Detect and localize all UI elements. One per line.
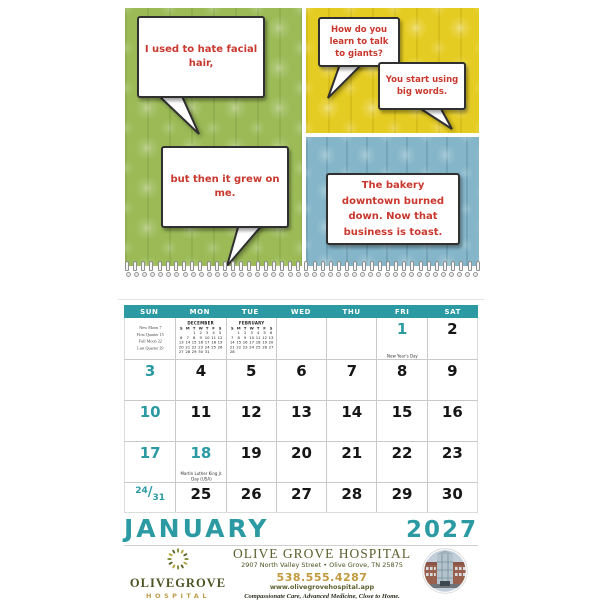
- green-joke-panel: [125, 8, 302, 266]
- day-number: 28: [341, 485, 363, 503]
- mini-day: 3: [250, 330, 253, 336]
- spiral-loop: [182, 261, 186, 271]
- moon-phase-line: Last Quarter 29: [136, 345, 164, 351]
- spiral-bead: [449, 272, 454, 277]
- spiral-loop: [166, 261, 170, 271]
- joke-text: How do you learn to talk to giants?: [329, 24, 389, 60]
- spiral-loop: [402, 261, 406, 271]
- spiral-loop: [215, 261, 219, 271]
- spiral-bead: [158, 272, 163, 277]
- mini-dow-label: W: [198, 326, 203, 331]
- mini-calendar-title: DECEMBER: [187, 321, 215, 326]
- calendar-day-cell: [427, 401, 477, 441]
- day-number: 16: [441, 403, 463, 421]
- spiral-bead: [385, 272, 390, 277]
- calendar-day-cell: [427, 318, 477, 359]
- mini-day: 24: [205, 344, 210, 350]
- mini-day: 6: [180, 335, 183, 340]
- mini-day: 20: [179, 344, 184, 350]
- spiral-binding: [125, 261, 480, 277]
- mini-day: 23: [198, 344, 204, 350]
- spiral-loop: [256, 261, 260, 271]
- mini-day: [235, 349, 241, 354]
- calendar-day-cell: [175, 360, 225, 400]
- spiral-loop: [337, 261, 341, 271]
- spiral-bead: [142, 272, 147, 277]
- mini-day: 4: [256, 330, 259, 336]
- mini-day: 26: [217, 344, 223, 350]
- mini-day: 26: [261, 344, 267, 350]
- mini-day: 16: [242, 340, 248, 345]
- calendar-day-cell: [427, 360, 477, 400]
- spiral-bead: [401, 272, 406, 277]
- holiday-note: Martin Luther King Jr. Day (USA): [179, 471, 222, 482]
- mini-dow-label: F: [262, 326, 266, 331]
- day-number: 10: [139, 403, 161, 421]
- moon-phase-line: First Quarter 15: [136, 332, 164, 338]
- logo-name: OLIVEGROVE: [129, 575, 227, 590]
- mini-day: 31: [205, 349, 210, 354]
- mini-day: 30: [198, 349, 204, 354]
- mini-dow-label: T: [206, 326, 209, 331]
- mini-dow-label: T: [193, 326, 196, 331]
- spiral-bead: [417, 272, 422, 277]
- day-number: 18: [190, 444, 212, 462]
- spiral-bead: [239, 272, 244, 277]
- moon-phases: [125, 318, 175, 359]
- year-label: 2027: [405, 517, 478, 543]
- mini-day: 25: [211, 344, 217, 350]
- mini-day: [254, 349, 260, 354]
- spiral-bead: [207, 272, 212, 277]
- mini-calendar-title: FEBRUARY: [238, 321, 264, 326]
- calendar-day-cell: [376, 318, 426, 359]
- speech-bubble-tail: [155, 94, 203, 138]
- mini-day: 24: [248, 344, 254, 350]
- mini-day: 3: [206, 330, 209, 336]
- mini-day: 27: [179, 349, 184, 354]
- calendar-day-cell: [427, 442, 477, 482]
- mini-day: 13: [179, 340, 184, 345]
- mini-day: [248, 349, 254, 354]
- spiral-loop: [141, 261, 145, 271]
- mini-dow-label: M: [186, 326, 190, 331]
- day-number: 14: [341, 403, 363, 421]
- speech-bubble: [137, 16, 265, 98]
- spiral-bead: [320, 272, 325, 277]
- spiral-bead-row: [125, 272, 480, 277]
- mini-day: 22: [235, 344, 241, 350]
- spiral-bead: [247, 272, 252, 277]
- day-number: 7: [346, 362, 357, 380]
- calendar-day-cell: [376, 360, 426, 400]
- advertiser-address: 2907 North Valley Street • Olive Grove, TN 25875: [241, 560, 403, 569]
- calendar-week-row: [124, 318, 478, 359]
- day-number: 17: [139, 444, 161, 462]
- mini-day: 15: [192, 340, 197, 345]
- calendar-day-cell: [175, 483, 225, 512]
- weekday-label: SAT: [444, 307, 461, 316]
- calendar-day-cell: [125, 318, 175, 359]
- day-number: 22: [391, 444, 413, 462]
- weekday-label: SUN: [140, 307, 159, 316]
- spiral-bead: [174, 272, 179, 277]
- day-number: 4: [195, 362, 207, 380]
- calendar-day-cell: [125, 442, 175, 482]
- spiral-loop: [410, 261, 414, 271]
- spiral-loop: [149, 261, 153, 271]
- day-number: 5: [245, 362, 257, 380]
- mini-day: 12: [261, 335, 267, 340]
- calendar-day-cell: [175, 401, 225, 441]
- mini-day: [267, 349, 273, 354]
- holiday-note: New Year's Day: [386, 353, 418, 359]
- spiral-loop: [459, 261, 463, 271]
- spiral-bead: [134, 272, 139, 277]
- spiral-loop: [239, 261, 243, 271]
- spiral-loop: [419, 261, 423, 271]
- spiral-loop: [304, 261, 308, 271]
- mini-day: 1: [237, 330, 240, 336]
- moon-phase-line: New Moon 7: [139, 325, 162, 331]
- day-number: 26: [240, 485, 262, 503]
- mini-dow-label: S: [230, 326, 234, 331]
- spiral-bead: [352, 272, 357, 277]
- joke-text: but then it grew on me.: [170, 173, 280, 199]
- calendar-day-cell: [326, 318, 376, 359]
- spiral-loop: [370, 261, 374, 271]
- day-number: 19: [240, 444, 262, 462]
- spiral-loop: [288, 261, 292, 271]
- spiral-loop: [476, 261, 480, 271]
- olive-branch-logo-icon: [166, 547, 190, 575]
- day-number: 3: [144, 362, 156, 380]
- spiral-loop: [378, 261, 382, 271]
- spiral-bead: [425, 272, 430, 277]
- mini-day: 10: [205, 335, 210, 340]
- spiral-loop: [394, 261, 398, 271]
- spiral-bead: [368, 272, 373, 277]
- spiral-bead: [409, 272, 414, 277]
- mini-day: 19: [217, 340, 223, 345]
- day-number: 15: [391, 403, 413, 421]
- spiral-loop: [386, 261, 390, 271]
- day-number: 6: [296, 362, 307, 380]
- moon-phase-list: [137, 325, 164, 352]
- spiral-loop: [264, 261, 268, 271]
- weekday-header-row: [124, 305, 478, 318]
- calendar-day-cell: [276, 401, 326, 441]
- spiral-bead: [304, 272, 309, 277]
- advertiser-phone: 538.555.4287: [276, 570, 368, 584]
- spiral-loop: [321, 261, 325, 271]
- mini-dow-label: S: [269, 326, 272, 331]
- spiral-bead: [312, 272, 317, 277]
- spiral-bead: [457, 272, 462, 277]
- speech-bubble-tail: [324, 64, 368, 102]
- calendar-day-cell: [326, 483, 376, 512]
- calendar-week-row: [124, 400, 478, 441]
- spiral-loop: [247, 261, 251, 271]
- mini-day: 1: [193, 330, 196, 336]
- calendar-week-row: [124, 441, 478, 482]
- mini-day: 13: [268, 335, 273, 340]
- hospital-building-photo: [422, 548, 468, 598]
- calendar-week-row: [124, 482, 478, 513]
- day-number: 25: [190, 485, 212, 503]
- mini-dow-label: W: [249, 326, 254, 331]
- mini-day: 21: [229, 344, 235, 350]
- mini-day: 2: [199, 330, 203, 336]
- spiral-loop: [223, 261, 227, 271]
- spiral-loop: [468, 261, 472, 271]
- calendar-day-cell: [276, 483, 326, 512]
- mini-day: 11: [255, 335, 261, 340]
- calendar-day-cell: [226, 442, 276, 482]
- spiral-bead: [150, 272, 155, 277]
- advertiser-tagline: Compassionate Care, Advanced Medicine, Close to Home.: [244, 592, 400, 600]
- mini-day: 25: [255, 344, 261, 350]
- yellow-joke-panel: [306, 8, 479, 133]
- weekday-label: TUE: [241, 307, 259, 316]
- spiral-loop: [158, 261, 162, 271]
- day-number: 12: [240, 403, 262, 421]
- calendar-day-cell: [427, 483, 477, 512]
- spiral-loop: [280, 261, 284, 271]
- speech-bubble-tail: [410, 107, 456, 133]
- mini-day: 4: [212, 330, 216, 336]
- weekday-label: WED: [290, 307, 312, 316]
- spiral-loop: [174, 261, 178, 271]
- calendar-weeks: [124, 359, 478, 513]
- spiral-bead: [441, 272, 446, 277]
- day-number: 24 / 31: [135, 485, 166, 503]
- spiral-bead: [223, 272, 228, 277]
- mini-dow-label: S: [218, 326, 222, 331]
- mini-day: 8: [237, 335, 240, 340]
- month-year-row: [124, 514, 478, 543]
- spiral-loop: [272, 261, 276, 271]
- calendar-day-cell: [125, 483, 175, 512]
- mini-day: 18: [211, 340, 217, 345]
- spiral-loop-row: [125, 261, 480, 271]
- spiral-loop: [329, 261, 333, 271]
- calendar-day-cell: [125, 360, 175, 400]
- mini-day: [217, 349, 223, 354]
- mini-day: 6: [269, 330, 272, 336]
- mini-day: 7: [230, 335, 233, 340]
- speech-bubble: [378, 62, 466, 110]
- mini-day: 5: [219, 330, 222, 336]
- spiral-bead: [191, 272, 196, 277]
- spiral-bead: [344, 272, 349, 277]
- spiral-loop: [443, 261, 447, 271]
- calendar-day-cell: [125, 401, 175, 441]
- calendar-day-cell: [226, 318, 276, 359]
- spiral-loop: [313, 261, 317, 271]
- mini-day: 11: [211, 335, 217, 340]
- advertiser-website: www.olivegrovehospital.app: [269, 582, 375, 591]
- spiral-loop: [198, 261, 202, 271]
- calendar-day-cell: [376, 401, 426, 441]
- mini-day: 10: [248, 335, 254, 340]
- mini-calendar: [229, 320, 274, 357]
- spiral-loop: [231, 261, 235, 271]
- spiral-bead: [263, 272, 268, 277]
- weekday-label: FRI: [394, 307, 410, 316]
- mini-day: 17: [248, 340, 254, 345]
- calendar-page-edge: [118, 299, 484, 300]
- mini-day: 15: [235, 340, 241, 345]
- blue-joke-panel: [306, 137, 479, 266]
- calendar-day-cell: [226, 483, 276, 512]
- spiral-bead: [231, 272, 236, 277]
- spiral-loop: [125, 261, 129, 271]
- spiral-bead: [473, 272, 478, 277]
- mini-day: [261, 349, 267, 354]
- mini-day: 14: [185, 340, 191, 345]
- day-number: 29: [391, 485, 413, 503]
- speech-bubble: [318, 17, 400, 67]
- mini-day: 5: [262, 330, 266, 336]
- mini-day: 20: [268, 340, 273, 345]
- day-number: 21: [341, 444, 363, 462]
- day-number: 13: [291, 403, 312, 421]
- calendar-day-cell: [326, 360, 376, 400]
- spiral-loop: [427, 261, 431, 271]
- mini-day: 8: [193, 335, 196, 340]
- spiral-loop: [207, 261, 211, 271]
- day-number: 20: [291, 444, 312, 462]
- mini-day: 28: [185, 349, 191, 354]
- spiral-bead: [336, 272, 341, 277]
- day-number: 23: [441, 444, 463, 462]
- mini-day: 17: [205, 340, 210, 345]
- joke-caption-box: [326, 173, 460, 245]
- spiral-loop: [133, 261, 137, 271]
- mini-day: 28: [229, 349, 235, 354]
- mini-day: 19: [261, 340, 267, 345]
- mini-day: 22: [192, 344, 197, 350]
- day-number: 2: [447, 320, 458, 338]
- advertiser-logo: [124, 547, 232, 600]
- mini-day: 16: [198, 340, 204, 345]
- weekday-label: MON: [189, 307, 211, 316]
- joke-text: You start using big words.: [385, 74, 459, 97]
- spiral-bead: [271, 272, 276, 277]
- spiral-bead: [199, 272, 204, 277]
- advertiser-info: [232, 546, 412, 600]
- weekday-label: THU: [342, 307, 361, 316]
- day-number: 27: [291, 485, 312, 503]
- calendar-day-cell: [175, 318, 225, 359]
- logo-subtitle: HOSPITAL: [146, 591, 210, 600]
- spiral-bead: [296, 272, 301, 277]
- mini-day: 2: [243, 330, 246, 336]
- spiral-bead: [126, 272, 131, 277]
- mini-dow-label: M: [236, 326, 241, 331]
- calendar-day-cell: [226, 360, 276, 400]
- mini-dow-label: S: [180, 326, 183, 331]
- day-number: 30: [441, 485, 463, 503]
- calendar-day-cell: [376, 483, 426, 512]
- moon-phase-line: Full Moon 22: [138, 339, 162, 344]
- calendar-day-cell: [175, 442, 225, 482]
- mini-dow-label: F: [212, 326, 216, 331]
- joke-text: The bakery downtown burned down. Now that business is toast.: [341, 180, 445, 238]
- calendar-week-row: [124, 359, 478, 400]
- spiral-loop: [345, 261, 349, 271]
- calendar-day-cell: [226, 401, 276, 441]
- spiral-loop: [451, 261, 455, 271]
- spiral-loop: [362, 261, 366, 271]
- calendar-day-cell: [376, 442, 426, 482]
- calendar-day-cell: [276, 442, 326, 482]
- spiral-loop: [435, 261, 439, 271]
- spiral-bead: [433, 272, 438, 277]
- spiral-bead: [183, 272, 188, 277]
- spiral-loop: [296, 261, 300, 271]
- joke-text: I used to hate facial hair,: [144, 43, 258, 69]
- mini-calendar: [178, 320, 223, 357]
- mini-day: [242, 349, 248, 354]
- mini-dow-label: T: [243, 326, 247, 331]
- mini-day: 27: [268, 344, 273, 350]
- mini-day: 14: [229, 340, 235, 345]
- advertiser-photo: [412, 548, 478, 598]
- mini-day: 9: [199, 335, 203, 340]
- day-number: 8: [396, 362, 408, 380]
- day-number: 9: [447, 362, 458, 380]
- advertiser-title: OLIVE GROVE HOSPITAL: [233, 545, 411, 561]
- spiral-bead: [393, 272, 398, 277]
- mini-day: 18: [255, 340, 261, 345]
- day-number: 1: [396, 320, 408, 338]
- spiral-bead: [360, 272, 365, 277]
- mini-day: 21: [185, 344, 191, 350]
- spiral-bead: [328, 272, 333, 277]
- calendar-grid: [124, 305, 478, 513]
- spiral-bead: [279, 272, 284, 277]
- spiral-bead: [465, 272, 470, 277]
- spiral-bead: [215, 272, 220, 277]
- spiral-bead: [255, 272, 260, 277]
- calendar-day-cell: [326, 401, 376, 441]
- spiral-bead: [376, 272, 381, 277]
- mini-day: 29: [192, 349, 197, 354]
- spiral-loop: [353, 261, 357, 271]
- speech-bubble-tail: [221, 224, 269, 266]
- mini-day: 9: [243, 335, 246, 340]
- spiral-bead: [288, 272, 293, 277]
- advertiser-strip: [124, 545, 478, 600]
- mini-day: 12: [217, 335, 223, 340]
- day-number: 11: [190, 403, 212, 421]
- mini-dow-label: T: [256, 326, 259, 331]
- month-label: JANUARY: [124, 514, 270, 543]
- calendar-day-cell: [276, 318, 326, 359]
- calendar-day-cell: [326, 442, 376, 482]
- calendar-day-cell: [276, 360, 326, 400]
- spiral-bead: [166, 272, 171, 277]
- spiral-loop: [190, 261, 194, 271]
- mini-day: 23: [242, 344, 248, 350]
- speech-bubble: [161, 146, 289, 228]
- mini-day: 7: [186, 335, 190, 340]
- joke-collage: [125, 8, 479, 266]
